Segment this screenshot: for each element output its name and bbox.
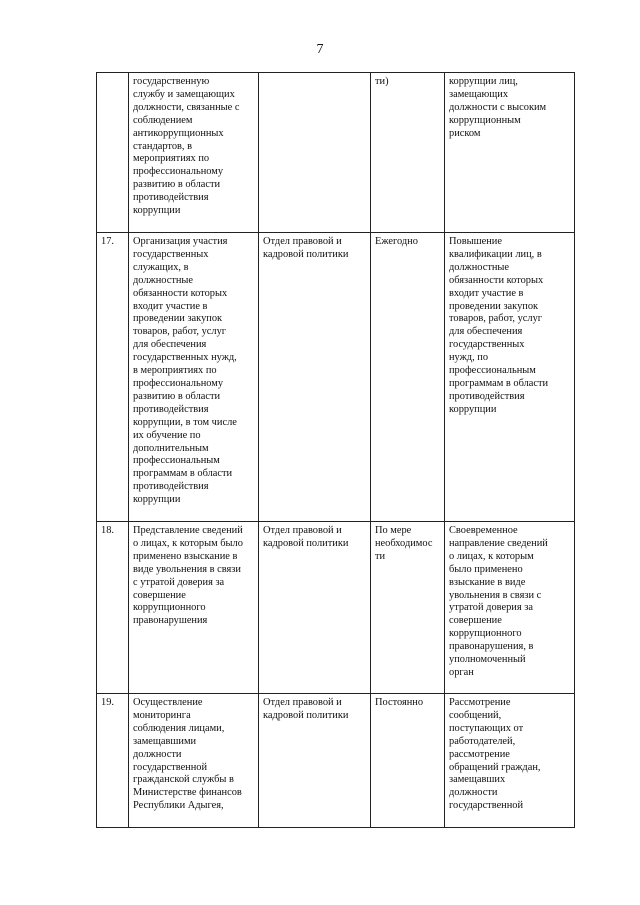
execution-term: ти) [371, 73, 445, 233]
table-row [97, 522, 575, 694]
expected-result: коррупции лиц, замещающих должности с высоким коррупционным риском [445, 73, 575, 233]
measure-description: Осуществление мониторинга соблюдения лицами, замещавшими должности государственной гражданской службы в Министерстве финансов Республики Адыгея, [129, 694, 259, 828]
table-row [97, 233, 575, 522]
responsible-unit [259, 73, 371, 233]
execution-term: По мере необходимос ти [371, 522, 445, 694]
table-row [97, 73, 575, 233]
measure-description: Организация участия государственных служащих, в должностные обязанности которых входит участие в проведении закупок товаров, работ, услуг для обеспечения государственных нужд, в мероприятиях по профессиональному развитию в области противодействия коррупции, в том числе их обучение по дополнительным профессиональным программам в области противодействия коррупции [129, 233, 259, 522]
measure-description: государственную службу и замещающих должности, связанные с соблюдением антикоррупционных стандартов, в мероприятиях по профессиональному развитию в области противодействия коррупции [129, 73, 259, 233]
responsible-unit: Отдел правовой и кадровой политики [259, 694, 371, 828]
measure-description: Представление сведений о лицах, к которым было применено взыскание в виде увольнения в связи с утратой доверия за совершение коррупционного правонарушения [129, 522, 259, 694]
expected-result: Повышение квалификации лиц, в должностные обязанности которых входит участие в проведении закупок товаров, работ, услуг для обеспечения государственных нужд, по профессиональным программам в области противодействия коррупции [445, 233, 575, 522]
measures-table [96, 72, 575, 828]
responsible-unit: Отдел правовой и кадровой политики [259, 233, 371, 522]
row-number [97, 73, 129, 233]
expected-result: Своевременное направление сведений о лицах, к которым было применено взыскание в виде увольнения в связи с утратой доверия за совершение коррупционного правонарушения, в уполномоченный орган [445, 522, 575, 694]
expected-result: Рассмотрение сообщений, поступающих от работодателей, рассмотрение обращений граждан, замещавших должности государственной [445, 694, 575, 828]
execution-term: Ежегодно [371, 233, 445, 522]
row-number: 19. [97, 694, 129, 828]
row-number: 18. [97, 522, 129, 694]
responsible-unit: Отдел правовой и кадровой политики [259, 522, 371, 694]
execution-term: Постоянно [371, 694, 445, 828]
table-row [97, 694, 575, 828]
page-number: 7 [316, 42, 324, 57]
row-number: 17. [97, 233, 129, 522]
